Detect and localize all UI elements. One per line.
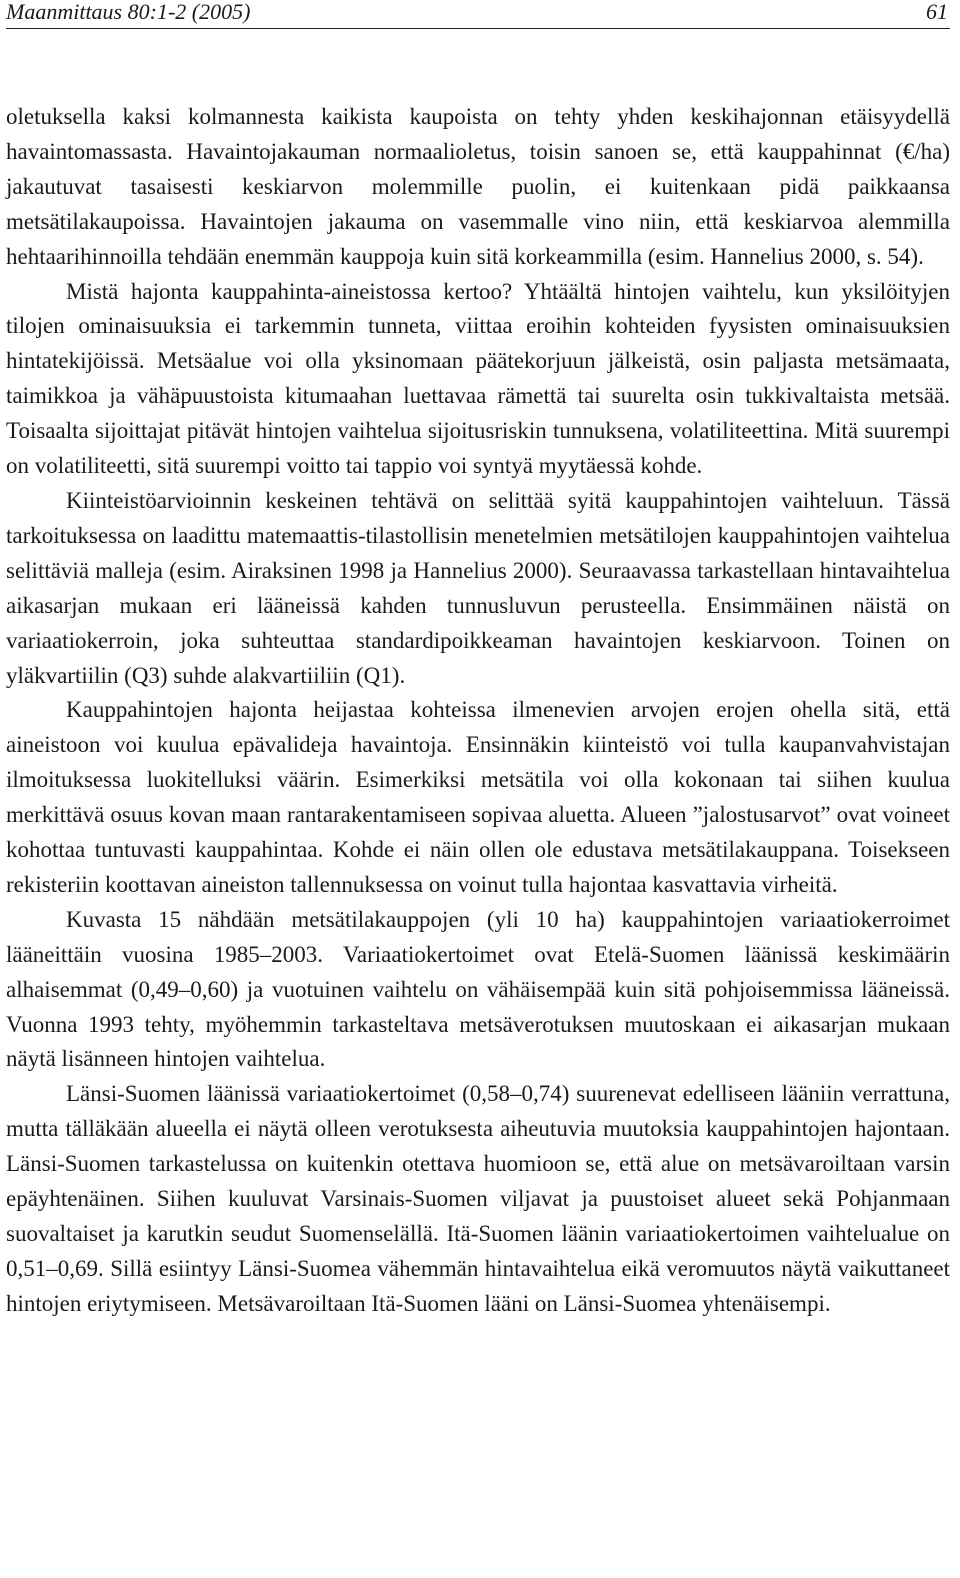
journal-citation: Maanmittaus 80:1-2 (2005) — [6, 0, 251, 24]
article-body — [6, 100, 950, 1322]
page-number: 61 — [926, 0, 948, 24]
paragraph-2: Mistä hajonta kauppahinta-aineistossa kertoo? Yhtäältä hintojen vaihtelu, kun yksilöityjen tilojen ominaisuuksia ei tarkemmin tunneta, viittaa eroihin kohteiden fyysisten ominaisuuksien hintatekijöissä. Metsäalue voi olla yksinomaan päätekorjuun jälkeistä, osin paljasta metsämaata, taimikkoa ja vähäpuustoista kitumaahan luettavaa rämettä tai suurelta osin tukkivaltaista metsää. Toisaalta sijoittajat pitävät hintojen vaihtelua sijoitusriskin tunnuksena, volatiliteettina. Mitä suurempi on volatiliteetti, sitä suurempi voitto tai tappio voi syntyä myytäessä kohde. — [6, 278, 950, 479]
running-header — [6, 0, 950, 29]
paragraph-6: Länsi-Suomen läänissä variaatiokertoimet (0,58–0,74) suurenevat edelliseen lääniin verrattuna, mutta tälläkään alueella ei näytä olleen verotuksesta aiheutuvia muutoksia kauppahintojen hajontaan. Länsi-Suomen tarkastelussa on kuitenkin otettava huomioon se, että alue on metsävaroiltaan varsin epäyhtenäinen. Siihen kuuluvat Varsinais-Suomen viljavat ja puustoiset alueet sekä Pohjanmaan suovaltaiset ja karutkin seudut Suomenselällä. Itä-Suomen läänin variaatiokertoimen vaihtelualue on 0,51–0,69. Sillä esiintyy Länsi-Suomea vähemmän hintavaihtelua eikä veromuutos näytä vaikuttaneet hintojen eriytymiseen. Metsävaroiltaan Itä-Suomen lääni on Länsi-Suomea yhtenäisempi. — [6, 1081, 950, 1316]
paragraph-5: Kuvasta 15 nähdään metsätilakauppojen (yli 10 ha) kauppahintojen variaatiokerroimet lääneittäin vuosina 1985–2003. Variaatiokertoimet ovat Etelä-Suomen läänissä keskimäärin alhaisemmat (0,49–0,60) ja vuotuinen vaihtelu on vähäisempää kuin sitä pohjoisemmissa lääneissä. Vuonna 1993 tehty, myöhemmin tarkasteltava metsäverotuksen muutoskaan ei aikasarjan mukaan näytä lisänneen hintojen vaihtelua. — [6, 906, 950, 1072]
paragraph-4: Kauppahintojen hajonta heijastaa kohteissa ilmenevien arvojen erojen ohella sitä, että aineistoon voi kuulua epävalideja havaintoja. Ensinnäkin kiinteistö voi tulla kaupanvahvistajan ilmoituksessa luokitelluksi väärin. Esimerkiksi metsätila voi olla kokonaan tai siihen kuulua merkittävä osuus kovan maan rantarakentamiseen sopivaa aluetta. Alueen ”jalostusarvot” ovat voineet kohottaa tuntuvasti kauppahintaa. Kohde ei näin ollen ole edustava metsätilakauppana. Toisekseen rekisteriin koottavan aineiston tallennuksessa on voinut tulla hajontaa kasvattavia virheitä. — [6, 697, 950, 897]
paragraph-1: oletuksella kaksi kolmannesta kaikista kaupoista on tehty yhden keskihajonnan etäisyydellä havaintomassasta. Havaintojakauman normaalioletus, toisin sanoen se, että kauppahinnat (€/ha) jakautuvat tasaisesti keskiarvon molemmille puolin, ei kuitenkaan pidä paikkaansa metsätilakaupoissa. Havaintojen jakauma on vasemmalle vino niin, että keskiarvoa alemmilla hehtaarihinnoilla tehdään enemmän kauppoja kuin sitä korkeammilla (esim. Hannelius 2000, s. 54). — [6, 104, 950, 269]
paragraph-3: Kiinteistöarvioinnin keskeinen tehtävä on selittää syitä kauppahintojen vaihteluun. Tässä tarkoituksessa on laadittu matemaattis-tilastollisin menetelmien metsätilojen kauppahintojen vaihtelua selittäviä malleja (esim. Airaksinen 1998 ja Hannelius 2000). Seuraavassa tarkastellaan hintavaihtelua aikasarjan mukaan eri lääneissä kahden tunnusluvun perusteella. Ensimmäinen näistä on variaatiokerroin, joka suhteuttaa standardipoikkeaman havaintojen keskiarvoon. Toinen on yläkvartiilin (Q3) suhde alakvartiiliin (Q1). — [6, 487, 950, 688]
